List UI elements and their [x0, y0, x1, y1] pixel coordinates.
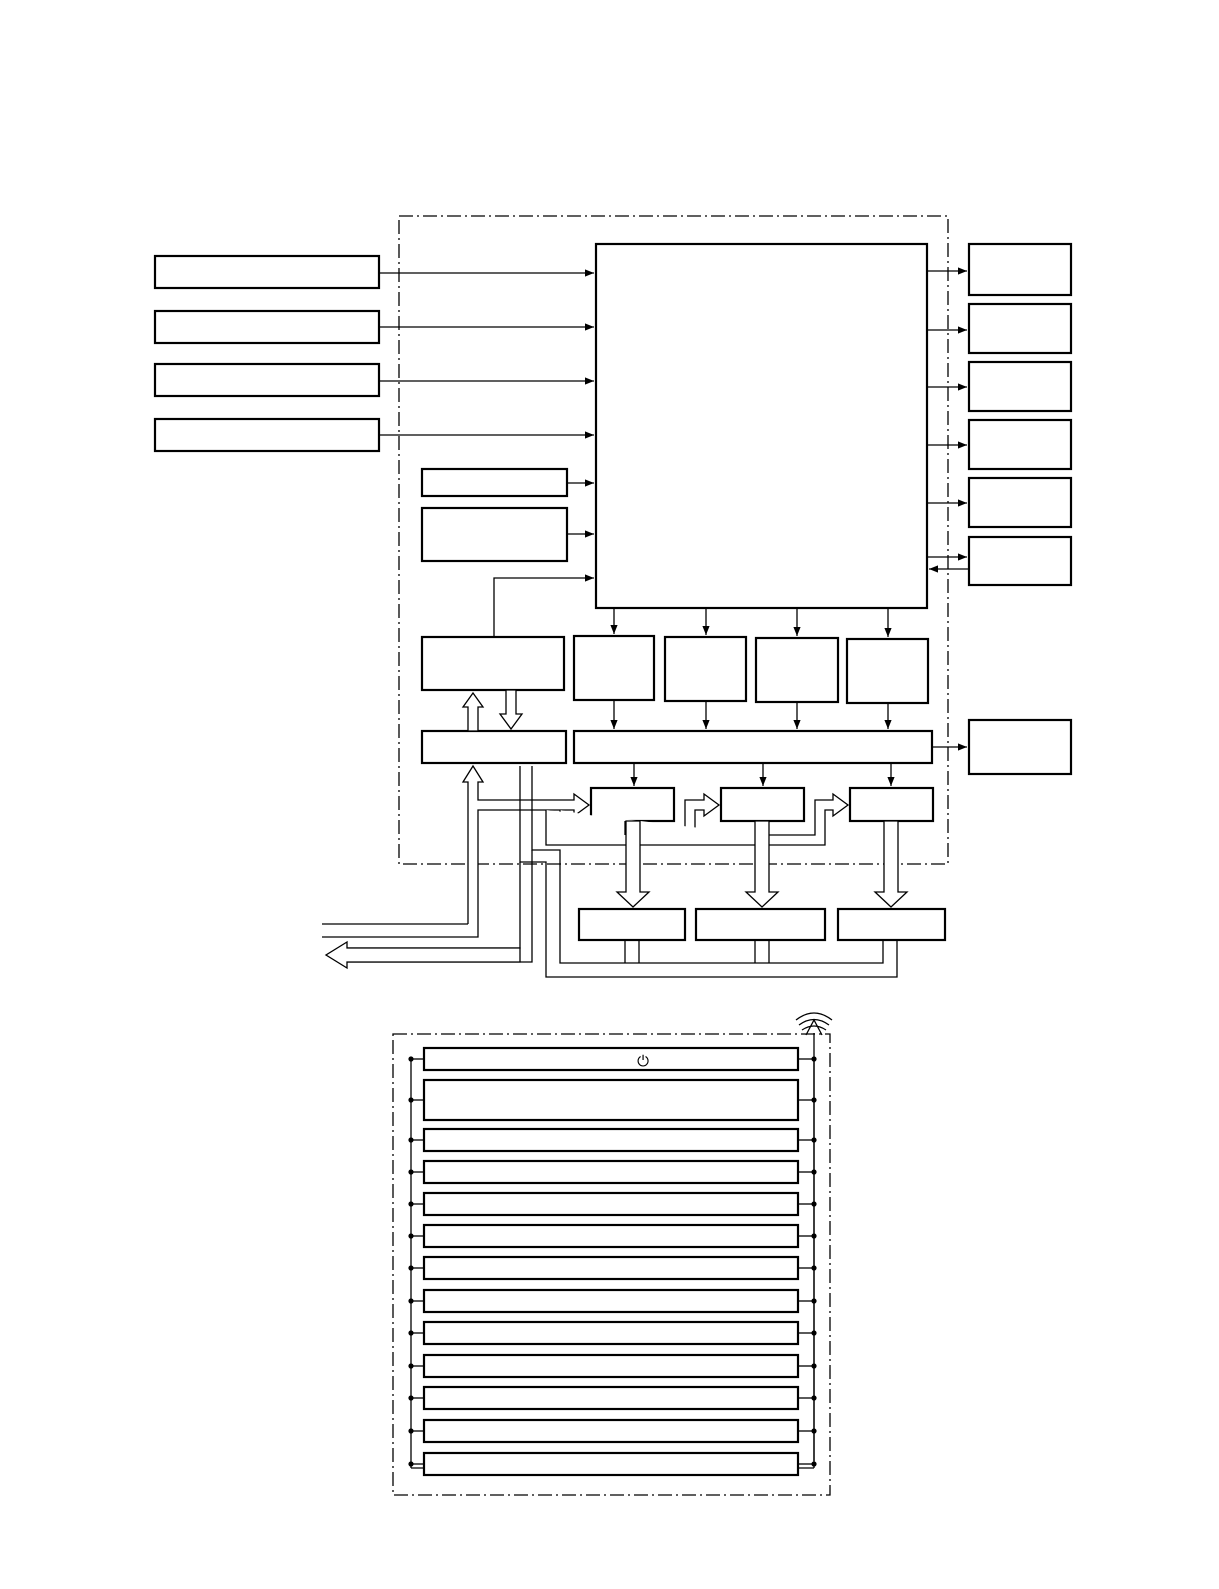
load-block-2 — [696, 909, 825, 940]
combiner-bar — [574, 731, 932, 763]
key-row-4 — [424, 1161, 798, 1183]
junction-dot — [408, 1330, 413, 1335]
external-bus-line-4 — [347, 862, 520, 948]
key-row-8 — [424, 1290, 798, 1312]
junction-dot — [811, 1461, 816, 1466]
junction-dot — [408, 1461, 413, 1466]
junction-dot — [408, 1056, 413, 1061]
external-bus-line-3 — [347, 850, 532, 962]
key-row-6 — [424, 1225, 798, 1247]
input-block-2 — [155, 311, 379, 343]
junction-dot — [811, 1233, 816, 1238]
junction-dot — [408, 1395, 413, 1400]
bus-arrow-up — [463, 693, 483, 731]
external-output-block — [969, 720, 1071, 774]
junction-dot — [408, 1137, 413, 1142]
output-block-2 — [969, 304, 1071, 353]
junction-dot — [811, 1265, 816, 1270]
driver-block-1 — [591, 788, 674, 821]
junction-dot — [811, 1428, 816, 1433]
junction-dot — [408, 1097, 413, 1102]
bus-arrow-down — [500, 690, 522, 729]
sub-block-4 — [847, 639, 928, 703]
output-block-5 — [969, 478, 1071, 527]
key-row-9 — [424, 1322, 798, 1344]
junction-dot — [811, 1097, 816, 1102]
external-bus-arrow — [326, 942, 520, 968]
junction-dot — [408, 1169, 413, 1174]
control-block — [422, 637, 564, 690]
key-rows — [408, 1048, 816, 1475]
key-row-1 — [424, 1048, 798, 1070]
junction-dot — [408, 1363, 413, 1368]
junction-dot — [408, 1201, 413, 1206]
key-row-5 — [424, 1193, 798, 1215]
junction-dot — [811, 1137, 816, 1142]
junction-dot — [811, 1395, 816, 1400]
key-row-12 — [424, 1420, 798, 1442]
key-row-10 — [424, 1355, 798, 1377]
sub-block-3 — [756, 638, 838, 702]
key-row-7 — [424, 1257, 798, 1279]
power-symbol-icon: ⏻ — [637, 1052, 649, 1070]
input-block-1 — [155, 256, 379, 288]
inner-block-tall — [422, 508, 567, 561]
main-processor-block — [596, 244, 927, 608]
junction-dot — [408, 1233, 413, 1238]
interface-block — [422, 731, 566, 763]
key-row-2 — [424, 1080, 798, 1120]
output-block-3 — [969, 362, 1071, 411]
external-bus-line-2 — [322, 924, 478, 937]
junction-dot — [811, 1330, 816, 1335]
output-block-6 — [969, 537, 1071, 585]
input-block-4 — [155, 419, 379, 451]
sub-block-1 — [574, 636, 654, 700]
output-block-4 — [969, 420, 1071, 469]
junction-dot — [408, 1298, 413, 1303]
control-feedback-line — [494, 578, 594, 637]
junction-dot — [408, 1265, 413, 1270]
sub-block-2 — [665, 637, 746, 701]
inner-block-small — [422, 469, 567, 496]
remote-control-diagram — [393, 1013, 832, 1495]
driver-block-2 — [721, 788, 804, 821]
junction-dot — [811, 1201, 816, 1206]
upper-block-diagram — [155, 216, 1071, 977]
junction-dot — [811, 1363, 816, 1368]
key-row-11 — [424, 1387, 798, 1409]
key-row-13 — [424, 1453, 798, 1475]
load-block-1 — [579, 909, 685, 940]
junction-dot — [811, 1298, 816, 1303]
input-block-3 — [155, 364, 379, 396]
load-block-3 — [838, 909, 945, 940]
key-row-3 — [424, 1129, 798, 1151]
junction-dot — [408, 1428, 413, 1433]
junction-dot — [811, 1169, 816, 1174]
output-block-1 — [969, 244, 1071, 295]
junction-dot — [811, 1056, 816, 1061]
driver-block-3 — [850, 788, 933, 821]
